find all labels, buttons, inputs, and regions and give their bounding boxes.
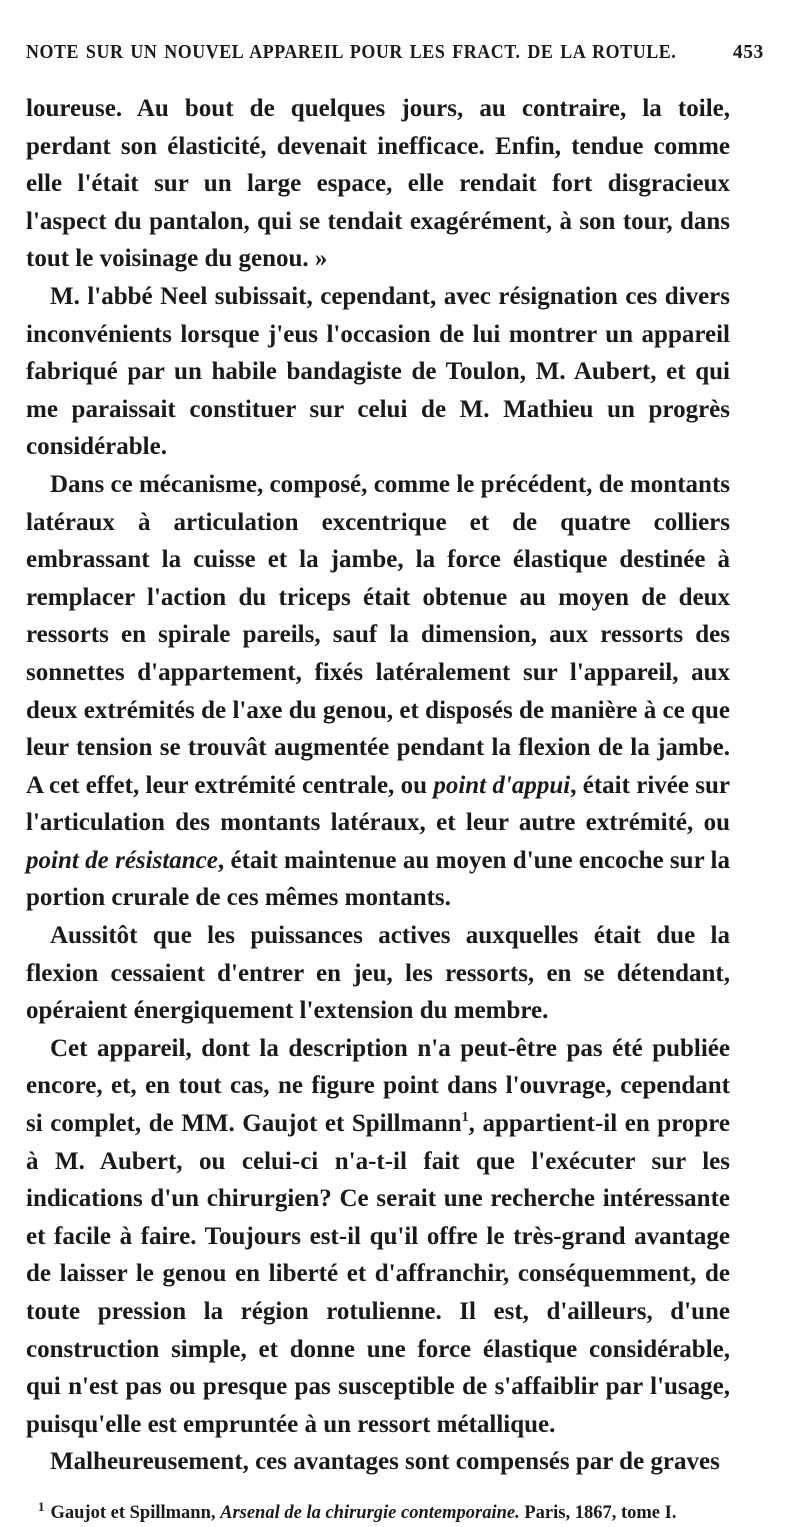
footnote-authors: Gaujot et Spillmann,	[50, 1502, 216, 1523]
paragraph-3	[26, 466, 730, 917]
paragraph-4: Aussitôt que les puissances actives auxquelles était due la flexion cessaient d'entrer en jeu, les ressorts, en se détendant, opéraient énergiquement l'extension du membre.	[26, 922, 730, 1025]
paragraph-3-text-b: , était rivée sur l'articulation des montants latéraux, et leur autre extrémité, ou	[26, 771, 730, 837]
paragraph-6: Malheureusement, ces avantages sont compensés par de graves	[50, 1448, 720, 1476]
footnote-work-title: Arsenal de la chirurgie contemporaine.	[220, 1502, 520, 1523]
paragraph-5	[26, 1030, 730, 1444]
term-point-dappui: point d'appui	[433, 771, 571, 799]
page-number: 453	[732, 42, 764, 63]
footnote-reference: 1	[461, 1110, 469, 1126]
paragraph-1: loureuse. Au bout de quelques jours, au contraire, la toile, perdant son élasticité, devenait inefficace. Enfin, tendue comme elle l'était sur un large espace, elle rendait fort disgracieux l'aspect du pantalon, qui se tendait exagérément, à son tour, dans tout le voisinage du genou. »	[26, 95, 730, 273]
running-title: NOTE SUR UN NOUVEL APPAREIL POUR LES FRACT. DE LA ROTULE.	[26, 42, 677, 63]
term-point-de-resistance: point de résistance	[26, 846, 218, 874]
footnote-details: Paris, 1867, tome I.	[524, 1502, 677, 1523]
paragraph-3-text-a: Dans ce mécanisme, composé, comme le précédent, de montants latéraux à articulation excentrique et de quatre colliers embrassant la cuisse et la jambe, la force élastique destinée à remplacer l'action du triceps était obtenue au moyen de deux ressorts en spirale pareils, sauf la dimension, aux ressorts des sonnettes d'appartement, fixés latéralement sur l'appareil, aux deux extrémités de l'axe du genou, et disposés de manière à ce que leur tension se trouvât augmentée pendant la flexion de la jambe. A cet effet, leur extrémité centrale, ou	[26, 470, 730, 799]
footnote-mark: 1	[38, 1498, 45, 1514]
paragraph-5-text-b: , appartient-il en propre à M. Aubert, ou celui-ci n'a-t-il fait que l'exécuter sur les indications d'un chirurgien? Ce serait une recherche intéressante et facile à faire. Toujours est-il qu'il offre le très-grand avantage de laisser le genou en liberté et d'affranchir, conséquemment, de toute pression la région rotulienne. Il est, d'ailleurs, d'une construction simple, et donne une force élastique considérable, qui n'est pas ou presque pas susceptible de s'affaiblir par l'usage, puisqu'elle est empruntée à un ressort métallique.	[26, 1110, 730, 1438]
paragraph-2: M. l'abbé Neel subissait, cependant, avec résignation ces divers inconvénients lorsque j'eus l'occasion de lui montrer un appareil fabriqué par un habile bandagiste de Toulon, M. Aubert, et qui me paraissait constituer sur celui de M. Mathieu un progrès considérable.	[26, 282, 730, 461]
body-text	[26, 90, 730, 1481]
footnote	[26, 1493, 730, 1527]
running-header	[26, 42, 764, 78]
paragraph-3-text-c: , était maintenue au moyen d'une encoche sur la portion crurale de ces mêmes montants.	[26, 846, 731, 912]
paragraph-5-text-a: Cet appareil, dont la description n'a peut-être pas été publiée encore, et, en tout cas, ne figure point dans l'ouvrage, cependant si complet, de MM. Gaujot et Spillmann	[26, 1034, 730, 1138]
